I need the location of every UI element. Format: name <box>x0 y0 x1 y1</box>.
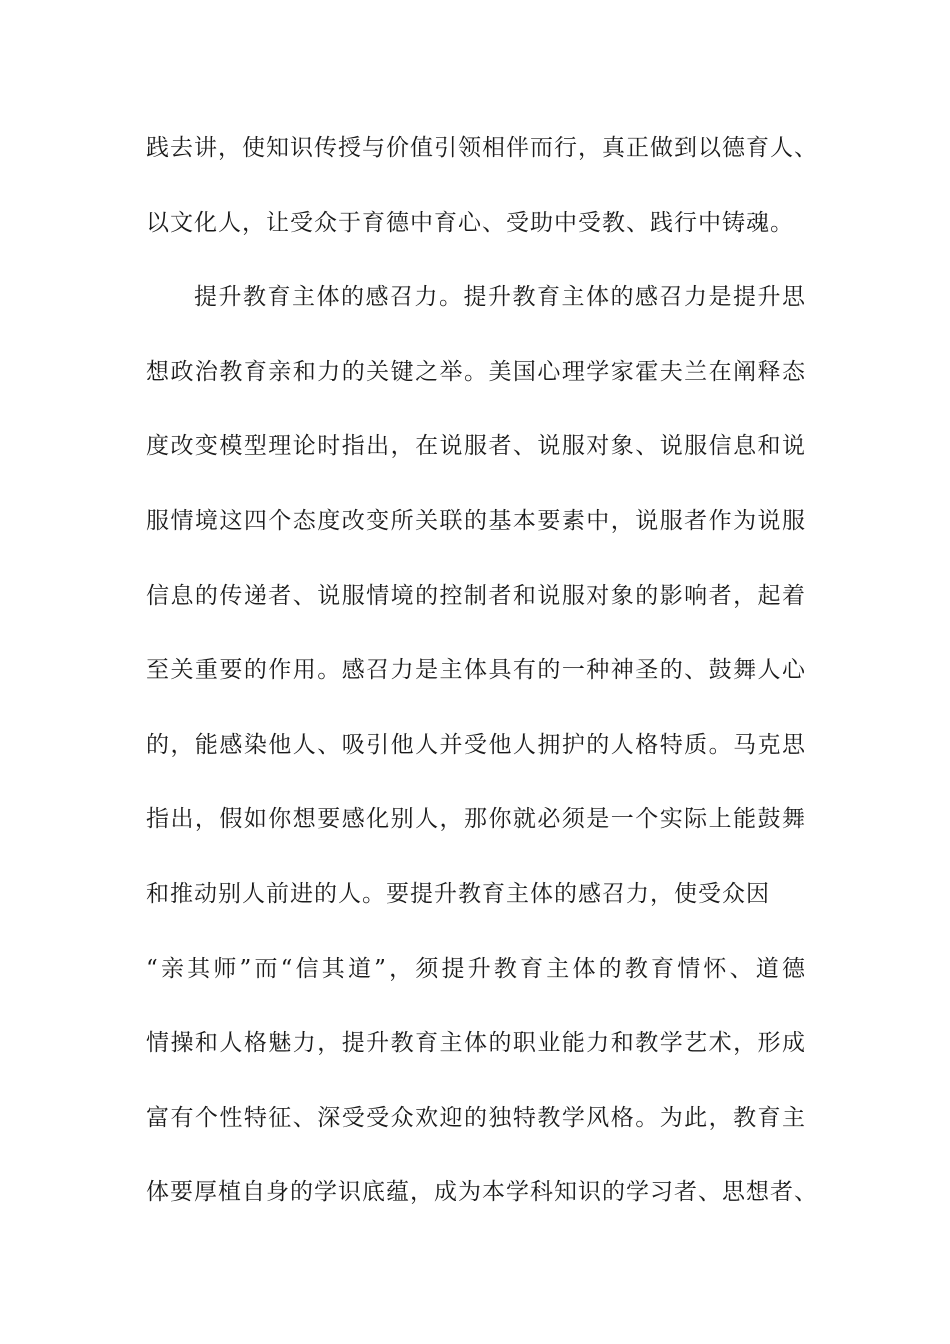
text-line: 的，能感染他人、吸引他人并受他人拥护的人格特质。马克思 <box>146 731 806 758</box>
text-line: 信息的传递者、说服情境的控制者和说服对象的影响者，起着 <box>146 582 806 609</box>
paragraph-start-line: 提升教育主体的感召力。提升教育主体的感召力是提升思 <box>194 284 806 311</box>
text-line: 和推动别人前进的人。要提升教育主体的感召力，使受众因 <box>146 880 770 907</box>
text-line: 服情境这四个态度改变所关联的基本要素中，说服者作为说服 <box>146 507 806 534</box>
text-line: 情操和人格魅力，提升教育主体的职业能力和教学艺术，形成 <box>146 1030 806 1057</box>
text-line: 践去讲，使知识传授与价值引领相伴而行，真正做到以德育人、 <box>146 135 818 161</box>
text-line: “亲其师”而“信其道”，须提升教育主体的教育情怀、道德 <box>146 955 806 982</box>
text-line: 至关重要的作用。感召力是主体具有的一种神圣的、鼓舞人心 <box>146 657 806 684</box>
text-line: 以文化人，让受众于育德中育心、受助中受教、践行中铸魂。 <box>146 209 794 236</box>
text-line: 体要厚植自身的学识底蕴，成为本学科知识的学习者、思想者、 <box>146 1179 818 1206</box>
body-text <box>146 126 818 1245</box>
text-line: 想政治教育亲和力的关键之举。美国心理学家霍夫兰在阐释态 <box>146 358 806 385</box>
text-line: 指出，假如你想要感化别人，那你就必须是一个实际上能鼓舞 <box>146 806 806 833</box>
text-line: 富有个性特征、深受受众欢迎的独特教学风格。为此，教育主 <box>146 1104 806 1131</box>
text-line: 度改变模型理论时指出，在说服者、说服对象、说服信息和说 <box>146 433 806 460</box>
